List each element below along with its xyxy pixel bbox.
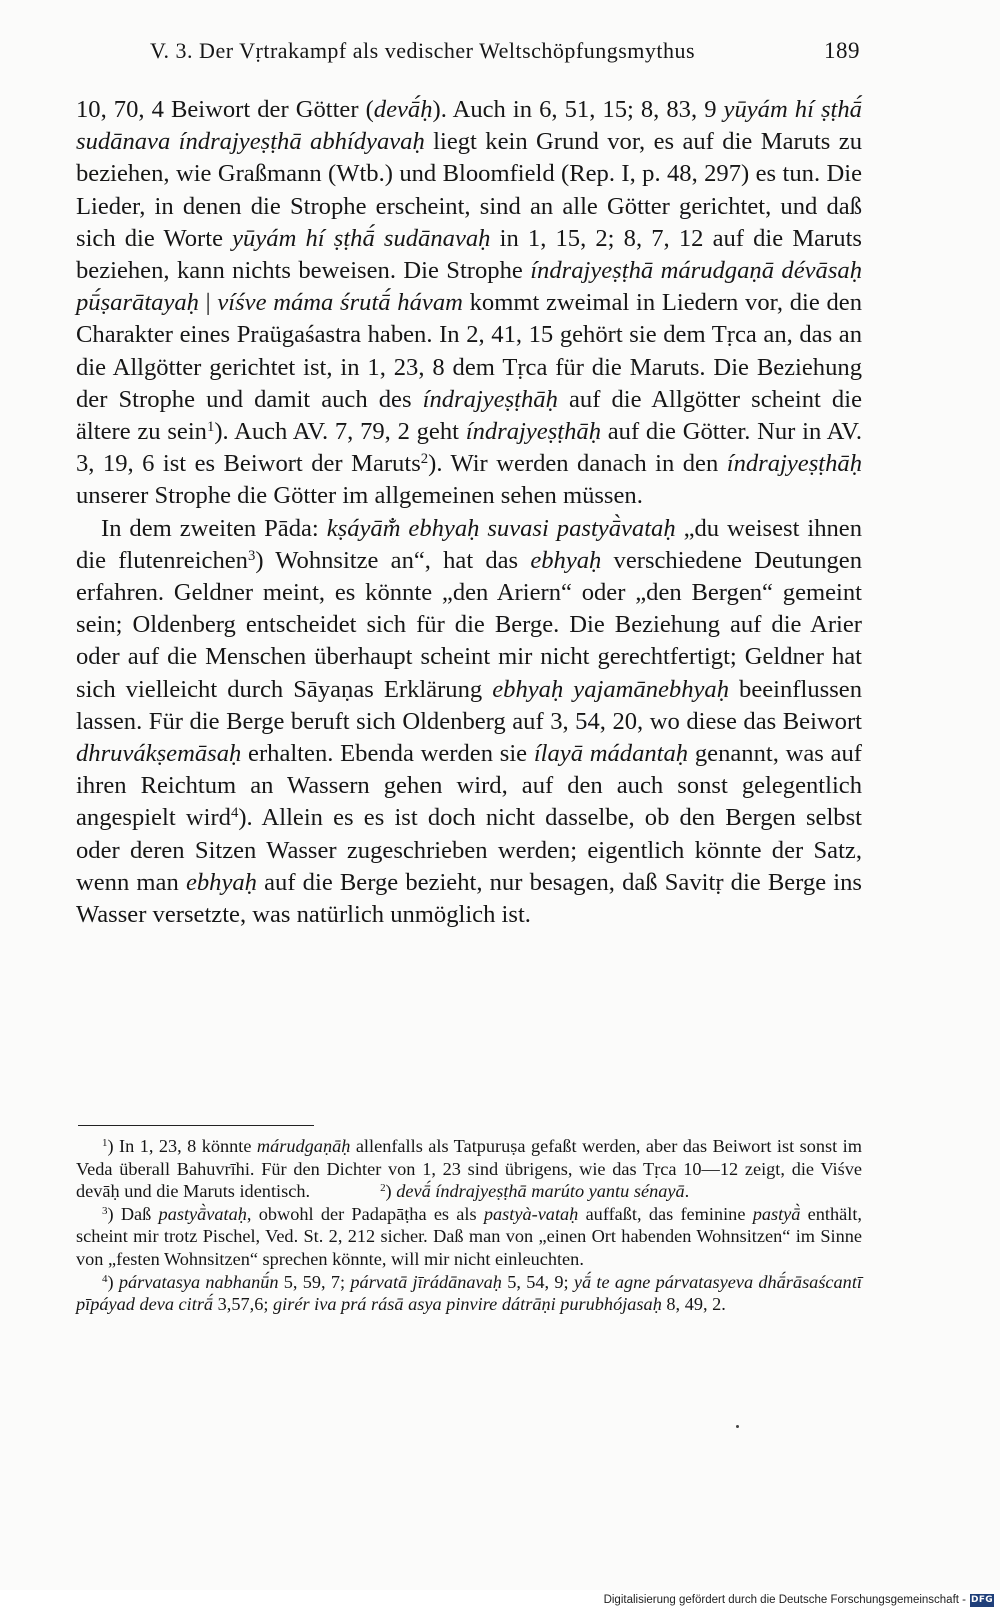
footnote-marker: 2 [420,451,429,468]
text-run: | [198,289,218,317]
sanskrit-term: kṣáyām̐ ebhyaḥ suvasi pastyā̀vataḥ [326,514,676,542]
sanskrit-term: pastyà-vataḥ [483,1203,579,1224]
text-run: auffaßt, das feminine [578,1203,753,1224]
sanskrit-term: devā́ índrajyeṣṭhā marúto yantu sénayā [396,1181,685,1202]
text-run: allenfalls als Tatpuruṣa gefaßt werden, aber das Beiwort ist sonst im Veda überall Bahuvrīhi. Für den Dichter von 1, 23 sind übrigens, wie das Tṛca 10—12 zeigt, die Viśve devāḥ und die Maruts identisch. [76,1136,862,1202]
text-run: 3,57,6; [213,1294,274,1315]
page-number: 189 [824,38,860,63]
sanskrit-term: párvatā jīrádānavaḥ [350,1271,502,1292]
footnote-marker: 1 [206,418,215,435]
sanskrit-term: ílayā mádantaḥ [533,740,689,768]
text-run: ) [385,1181,397,1202]
footnote [76,1203,862,1271]
text-run: liegt kein Grund vor, es auf die Maruts zu beziehen, wie Graßmann (Wtb.) und Bloomfield (Rep. I, p. 48, 297) es tun. Die Lieder, in denen die Strophe erscheint, sind an alle Götter gerichtet, und daß sich die Worte [76,128,862,252]
footnote-marker: 3 [247,547,256,564]
text-run: ) In 1, 23, 8 könnte [107,1136,257,1156]
sanskrit-term: víśve máma śrutā́ hávam [217,289,463,317]
paragraph [76,513,862,932]
text-run: 5, 54, 9; [501,1271,574,1292]
sanskrit-term: yūyám hí ṣṭhā́ sudānavaḥ [232,224,491,252]
text-run: auf die Allgötter scheint die ältere zu sein [76,385,862,446]
footnote-rule [78,1125,314,1126]
text-run: 10, 70, 4 Beiwort der Götter ( [76,96,374,123]
sanskrit-term: dhruvákṣemāsaḥ [76,740,242,768]
sanskrit-term: ebhyaḥ [530,546,602,574]
text-run: erhalten. Ebenda werden sie [241,740,534,768]
text-run: unserer Strophe die Götter im allgemeinen sehen müssen. [76,482,643,510]
sanskrit-term: devā́ḥ [373,96,433,123]
sanskrit-term: índrajyeṣṭhāḥ [422,385,558,413]
footnote [76,1271,862,1316]
text-run: „du weisest ihnen die flutenreichen [76,514,863,574]
text-run: ). Auch in 6, 51, 15; 8, 83, 9 [432,96,724,123]
text-run: ). Allein es es ist doch nicht dasselbe, ob den Bergen selbst oder deren Sitzen Wasser zugeschrieben werden; eigentlich könnte der Satz, wenn man [76,804,863,896]
text-run: enthält, scheint mir trotz Pischel, Ved. St. 2, 212 sicher. Daß man von „einen Ort habenden Wohnsitzen“ im Sinne von „festen Wohnsitzen“ sprechen könnte, will mir nicht einleuchten. [76,1203,862,1269]
text-run: 8, 49, 2. [661,1294,726,1315]
text-run: , obwohl der Padapāṭha es als [246,1203,484,1224]
running-head-title: V. 3. Der Vṛtrakampf als vedischer Weltschöpfungsmythus [150,38,696,63]
text-run: genannt, was auf ihren Reichtum an Wassern gehen wird, auf den auch sonst gelegentlich angespielt wird [76,740,862,832]
text-run: in 1, 15, 2; 8, 7, 12 auf die Maruts beziehen, kann nichts beweisen. Die Strophe [76,224,862,285]
text-run: ). Wir werden danach in den [428,450,727,478]
sanskrit-term: pastyā̀ [752,1203,801,1224]
text-run: kommt zweimal in Liedern vor, die den Charakter eines Praügaśastra haben. In 2, 41, 15 gehört sie dem Tṛca an, das an die Allgötter gerichtet ist, in 1, 23, 8 dem Tṛca für die Maruts. Die Beziehung der Strophe und damit auch des [76,289,862,413]
sanskrit-term: ebhyaḥ [185,868,257,896]
sanskrit-term: índrajyeṣṭhā márudgaṇā dévāsaḥ pū́ṣarātayaḥ [76,257,862,317]
text-run: 5, 59, 7; [278,1271,351,1292]
footnotes [76,1135,862,1316]
text-run: auf die Berge bezieht, nur besagen, daß Savitṛ die Berge ins Wasser versetzte, was natürlich unmöglich ist. [76,868,862,929]
sanskrit-term: márudgaṇāḥ [256,1136,351,1156]
footnote-marker: 4 [102,1272,108,1285]
sanskrit-term: ebhyaḥ yajamānebhyaḥ [492,675,730,703]
text-run: verschiedene Deutungen erfahren. Geldner meint, es könnte „den Ariern“ oder „den Bergen“ gemeint sein; Oldenberg entscheidet sich für die Berge. Die Beziehung auf die Arier oder auf die Menschen überhaupt scheint mir nicht gerechtfertigt; Geldner hat sich vielleicht durch Sāyaṇas Erklärung [76,546,862,703]
text-run: beeinflussen lassen. Für die Berge beruft sich Oldenberg auf 3, 54, 20, wo diese das Beiwort [76,675,862,735]
sanskrit-term: yā́ te agne párvatasyeva dhā́rāsaścantī pīpáyad deva citrā́ [76,1271,862,1315]
footer-credit: Digitalisierung gefördert durch die Deutsche Forschungsgemeinschaft - [603,1594,966,1606]
text-run: . [684,1181,690,1202]
paragraph [76,94,862,513]
text-run: In dem zweiten Pāda: [101,514,327,542]
sanskrit-term: párvatasya nabhanū́n [118,1271,279,1292]
footnote-marker: 1 [102,1136,108,1149]
sanskrit-term: yūyám hí ṣṭhā́ sudānava índrajyeṣṭhā abhídyavaḥ [76,96,862,156]
text-run: auf die Götter. Nur in AV. 3, 19, 6 ist es Beiwort der Maruts [76,418,862,478]
dfg-logo: DFG [971,1595,993,1605]
main-text [76,94,862,931]
text-run: ) Wohnsitze an“, hat das [255,546,531,574]
text-run: ). Auch AV. 7, 79, 2 geht [214,418,466,446]
text-run: ) Daß [107,1203,159,1224]
sanskrit-term: índrajyeṣṭhāḥ [726,450,862,478]
footnote-marker: 4 [230,805,239,822]
print-speck [736,1425,739,1428]
footnote [76,1135,862,1203]
footnote-marker: 3 [102,1204,108,1217]
sanskrit-term: índrajyeṣṭhāḥ [465,418,601,446]
text-run: ) [107,1271,119,1292]
sanskrit-term: pastyā̀vataḥ [158,1203,247,1224]
sanskrit-term: girér iva prá rásā asya pinvire dátrāṇi purubhójasaḥ [273,1294,662,1315]
footnote-marker: 2 [380,1182,386,1195]
